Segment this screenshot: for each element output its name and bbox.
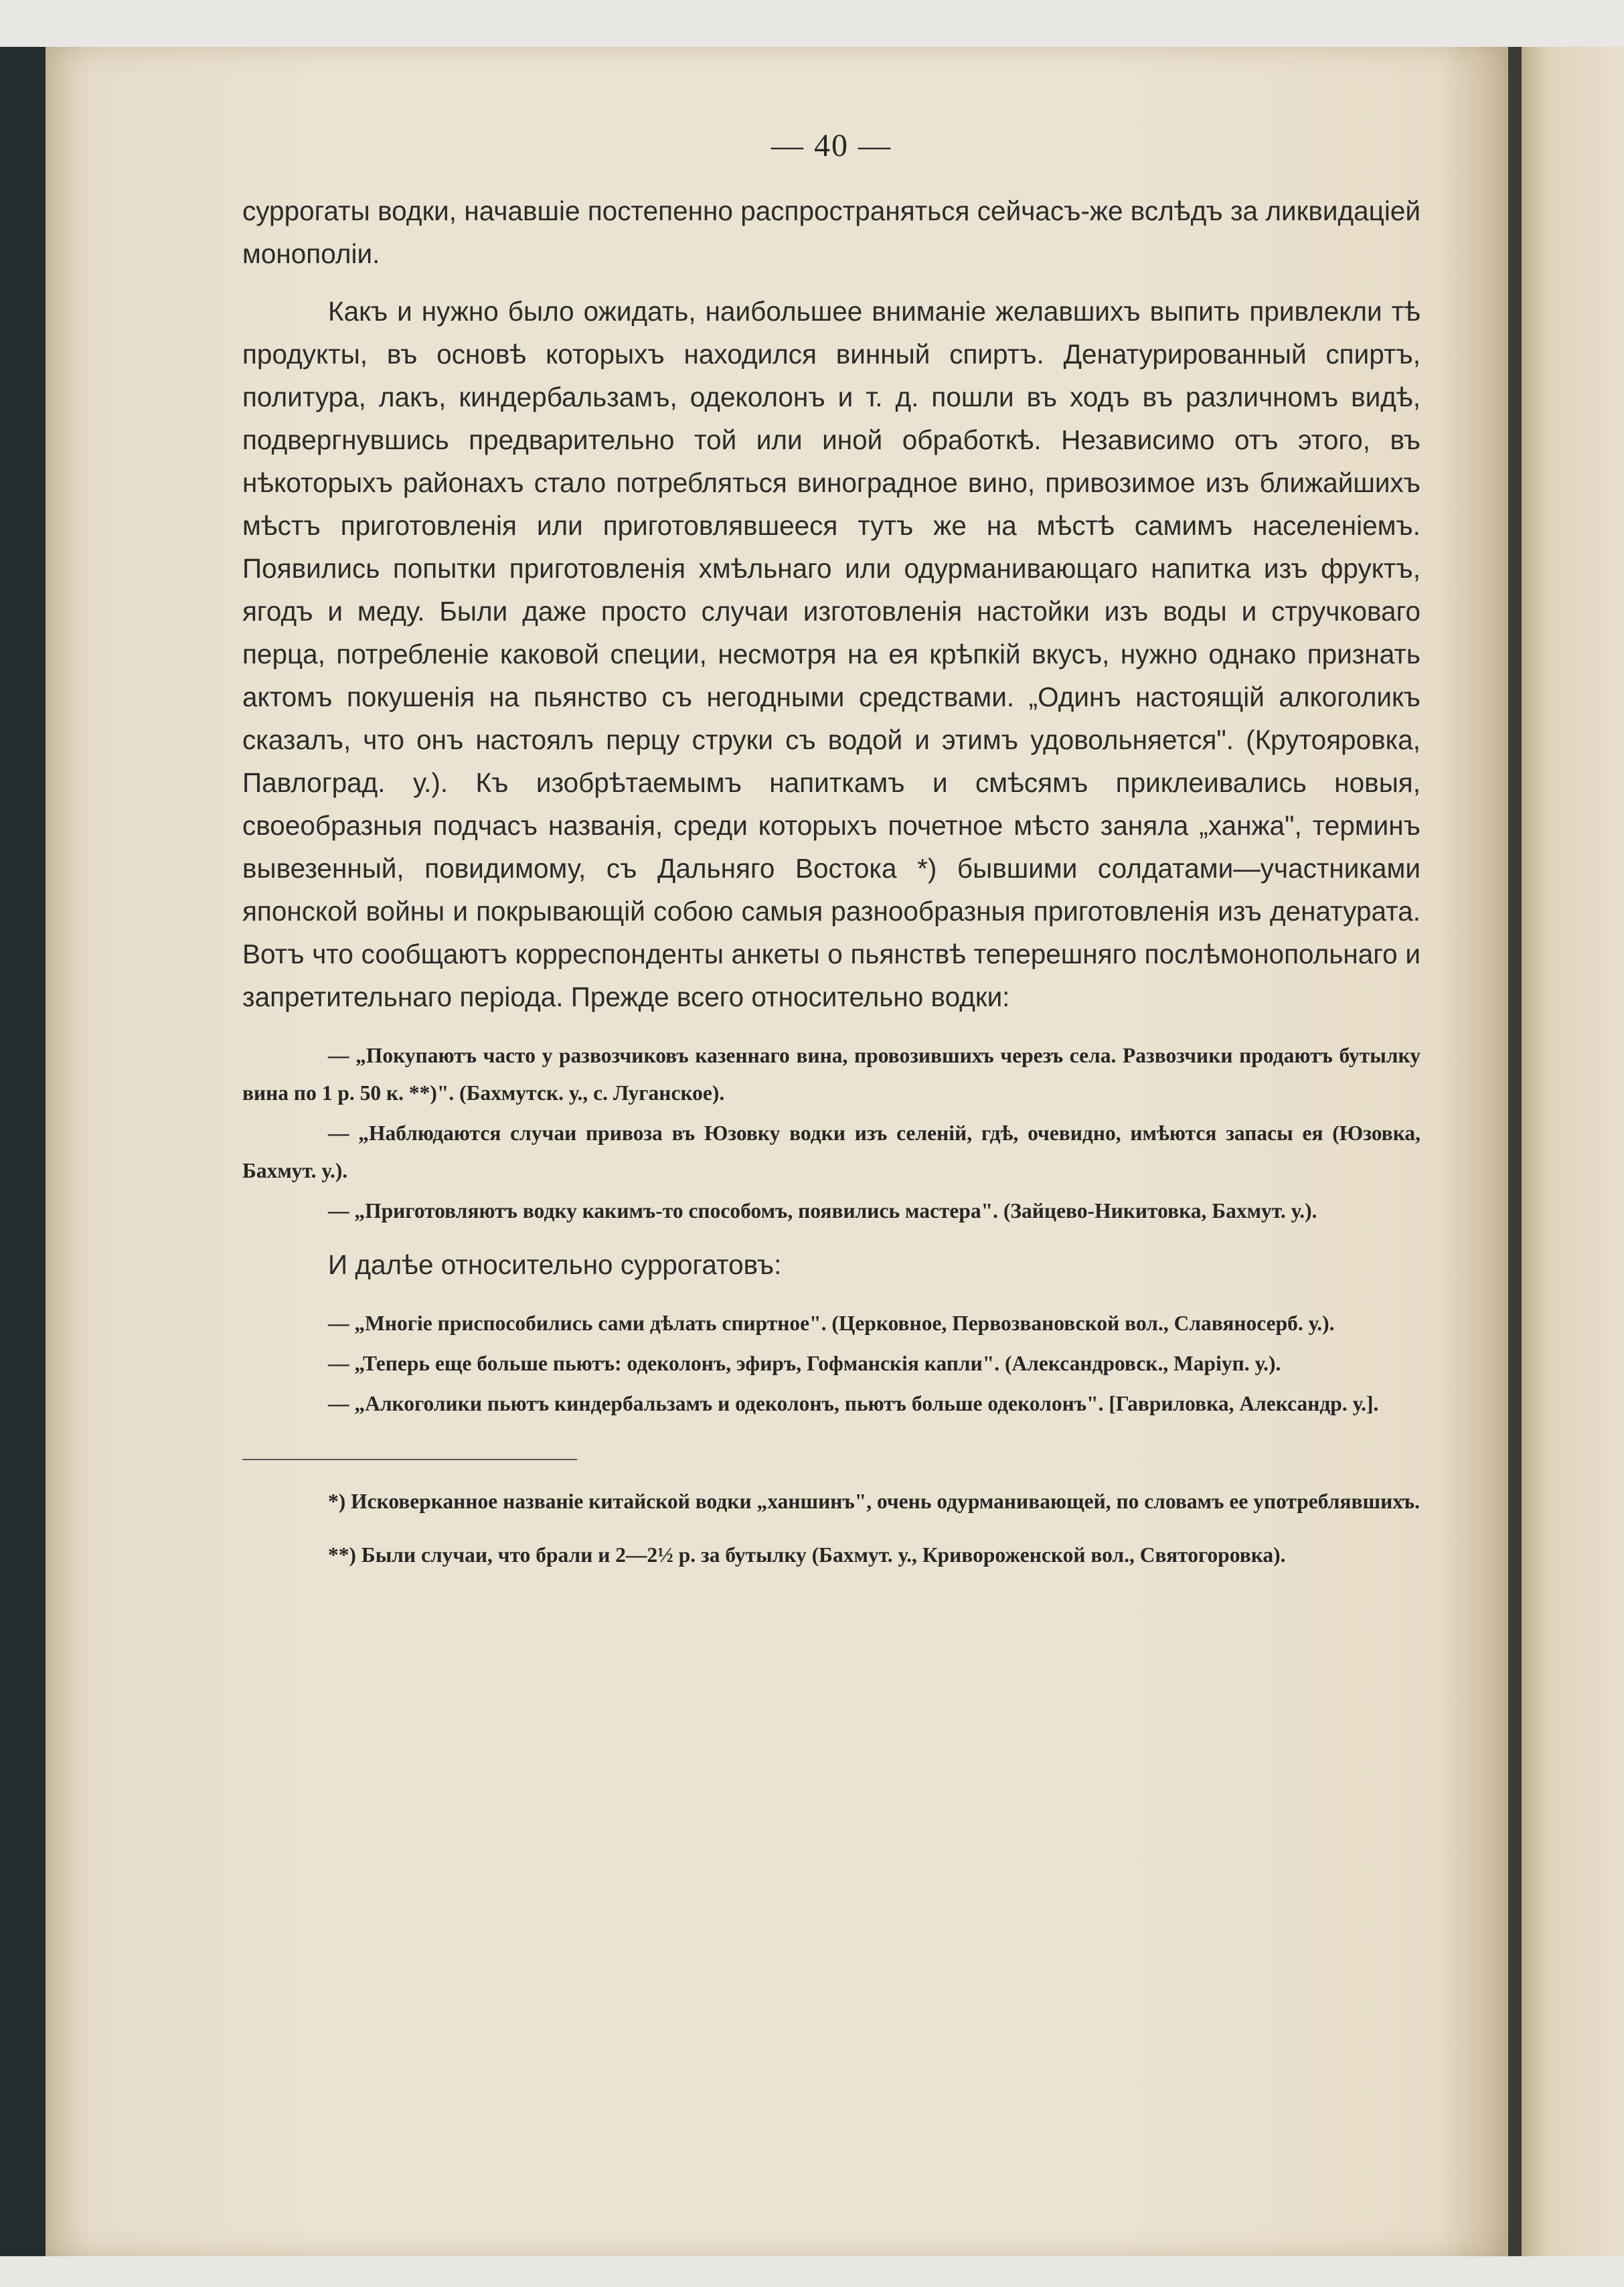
page-text-block [242, 127, 1420, 1590]
scan-background-bottom [0, 2256, 1624, 2287]
adjacent-page-edge [1522, 47, 1624, 2256]
footnote: **) Были случаи, что брали и 2—2½ р. за бутылку (Бахмут. у., Кривороженской вол., Святогоровка). [328, 1543, 1286, 1567]
scan-background-top [0, 0, 1624, 47]
book-gutter [1508, 47, 1522, 2256]
body-paragraph: суррогаты водки, начавшіе постепенно распространяться сейчасъ-же вслѣдъ за ликвидаціей монополіи. [242, 195, 1420, 269]
vodka-quotes [242, 1037, 1420, 1230]
surrogate-quotes [242, 1305, 1420, 1423]
quote-item: — „Многіе приспособились сами дѣлать спиртное". (Церковное, Первозвановской вол., Славяносерб. у.). [328, 1312, 1335, 1335]
quote-item: — „Наблюдаются случаи привоза въ Юзовку водки изъ селеній, гдѣ, очевидно, имѣются запасы ея (Юзовка, Бахмут. у.). [242, 1121, 1420, 1182]
quote-item: — „Покупаютъ часто у развозчиковъ казеннаго вина, провозившихъ черезъ села. Развозчики продаютъ бутылку вина по 1 р. 50 к. **)". (Бахмутск. у., с. Луганское). [242, 1044, 1420, 1105]
footnote: *) Исковерканное названіе китайской водки „ханшинъ", очень одурманивающей, по словамъ ее употреблявшихъ. [328, 1490, 1420, 1513]
body-paragraph: Какъ и нужно было ожидать, наибольшее вниманіе желавшихъ выпить привлекли тѣ продукты, въ основѣ которыхъ находился винный спиртъ. Денатурированный спиртъ, политура, лакъ, киндербальзамъ, одеколонъ и т. д. пошли въ ходъ въ различномъ видѣ, подвергнувшись предварительно той или иной обработкѣ. Независимо отъ этого, въ нѣкоторыхъ районахъ стало потребляться виноградное вино, привозимое изъ ближайшихъ мѣстъ приготовленія или приготовлявшееся тутъ же на мѣстѣ самимъ населеніемъ. Появились попытки приготовленія хмѣльнаго или одурманивающаго напитка изъ фруктъ, ягодъ и меду. Были даже просто случаи изготовленія настойки изъ воды и стручковаго перца, потребленіе каковой специи, несмотря на ея крѣпкій вкусъ, нужно однако признать актомъ покушенія на пьянство съ негодными средствами. „Одинъ настоящій алкоголикъ сказалъ, что онъ настоялъ перцу струки съ водой и этимъ удовольняется". (Крутояровка, Павлоград. у.). Къ изобрѣтаемымъ напиткамъ и смѣсямъ приклеивались новыя, своеобразныя подчасъ названія, среди которыхъ почетное мѣсто заняла „ханжа", терминъ вывезенный, повидимому, съ Дальняго Востока *) бывшими солдатами—участниками японской войны и покрывающій собою самыя разнообразныя приготовленія изъ денатурата. Вотъ что сообщаютъ корреспонденты анкеты о пьянствѣ теперешняго послѣмонопольнаго и запретительнаго періода. Прежде всего относительно водки: [242, 296, 1420, 1012]
page-number-header: — 40 — [771, 128, 892, 163]
footnote-separator [242, 1459, 577, 1460]
quote-item: — „Теперь еще больше пьютъ: одеколонъ, эфиръ, Гофманскія капли". (Александровск., Маріуп. у.). [328, 1352, 1281, 1375]
quote-item: — „Приготовляютъ водку какимъ-то способомъ, появились мастера". (Зайцево-Никитовка, Бахмут. у.). [328, 1199, 1317, 1223]
quote-item: — „Алкоголики пьютъ киндербальзамъ и одеколонъ, пьютъ больше одеколонъ". [Гавриловка, Александр. у.]. [328, 1392, 1379, 1415]
body-paragraph: И далѣе относительно суррогатовъ: [328, 1249, 782, 1280]
